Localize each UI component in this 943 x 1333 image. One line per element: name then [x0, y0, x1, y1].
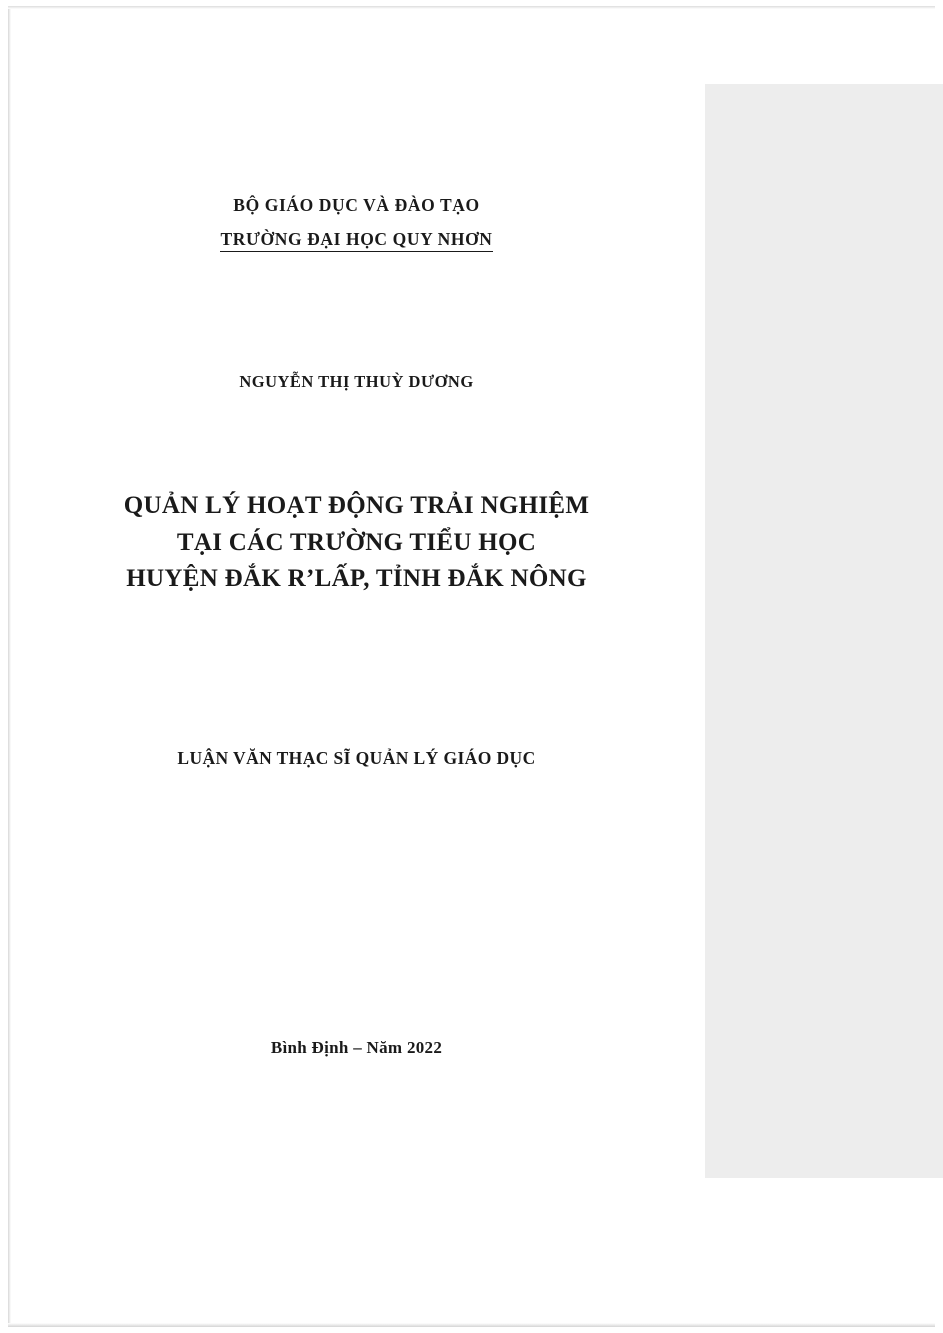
thesis-title-line-2: TẠI CÁC TRƯỜNG TIỂU HỌC — [176, 528, 537, 556]
scan-grey-band — [705, 84, 943, 1178]
university-name: TRƯỜNG ĐẠI HỌC QUY NHƠN — [220, 229, 492, 252]
cover-page-content — [8, 6, 705, 1327]
institution-block — [8, 192, 705, 253]
thesis-title — [8, 488, 705, 598]
place-and-year: Bình Định – Năm 2022 — [270, 1038, 443, 1057]
thesis-title-line-3: HUYỆN ĐẮK R’LẤP, TỈNH ĐẮK NÔNG — [126, 565, 587, 592]
author-name: NGUYỄN THỊ THUỲ DƯƠNG — [239, 372, 474, 391]
degree-statement: LUẬN VĂN THẠC SĨ QUẢN LÝ GIÁO DỤC — [177, 748, 536, 768]
ministry-name: BỘ GIÁO DỤC VÀ ĐÀO TẠO — [233, 195, 480, 215]
scanned-page — [8, 6, 935, 1327]
thesis-title-line-1: QUẢN LÝ HOẠT ĐỘNG TRẢI NGHIỆM — [123, 492, 590, 519]
university-name-wrapper — [8, 226, 705, 252]
